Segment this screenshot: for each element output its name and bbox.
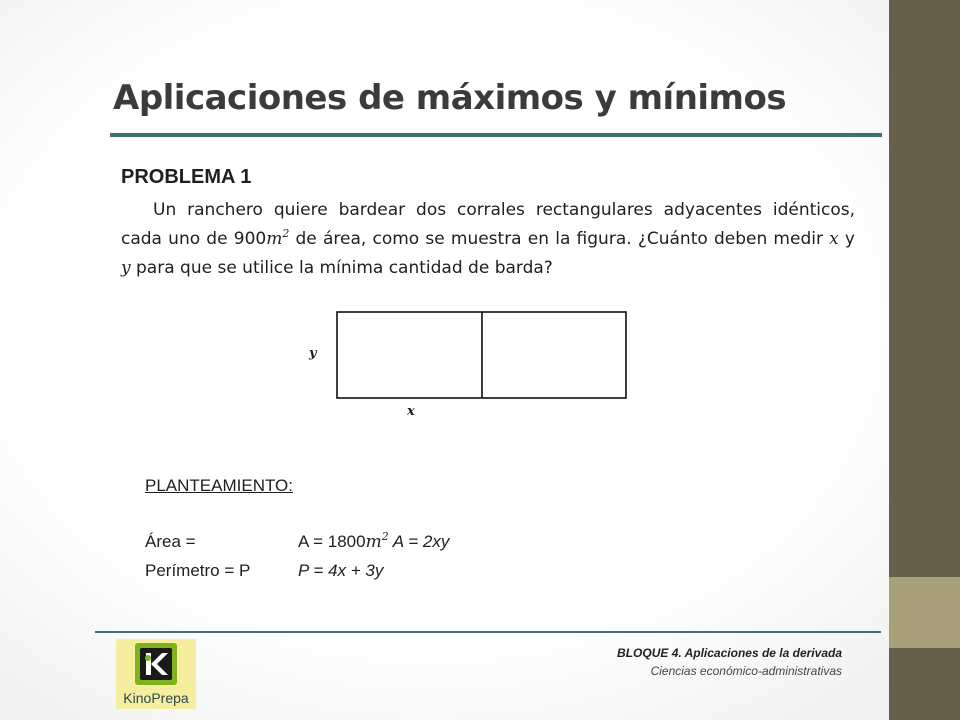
problem-text-part2: de área, como se muestra en la figura. ¿Cuánto deben medir: [289, 229, 830, 249]
slide-title: Aplicaciones de máximos y mínimos: [113, 78, 787, 118]
problem-heading: PROBLEMA 1: [121, 166, 252, 188]
unit-m: m: [266, 229, 283, 249]
sidebar-bottom-band: [889, 648, 960, 720]
figure-label-x: x: [407, 404, 415, 419]
figure-label-y: y: [309, 346, 317, 361]
perimeter-row: [145, 561, 383, 581]
sidebar-middle-band: [889, 577, 960, 648]
corrals-figure: [300, 305, 630, 405]
problem-text-part3: para que se utilice la mínima cantidad de barda?: [130, 258, 553, 278]
planteamiento-heading: PLANTEAMIENTO:: [145, 476, 293, 495]
area-exponent: 2: [381, 530, 389, 543]
perimeter-equation: P = 4x + 3y: [298, 561, 384, 580]
footer-course-block: BLOQUE 4. Aplicaciones de la derivada: [617, 646, 842, 660]
area-row: [145, 532, 449, 552]
variable-x: x: [829, 229, 839, 249]
area-label: Área =: [145, 532, 196, 551]
problem-text-part1: Un ranchero quiere bardear dos corrales rectangulares adyacentes idénticos, cada uno de 900: [121, 200, 855, 249]
area-value: A = 1800: [298, 532, 366, 551]
unit-exponent: 2: [282, 227, 290, 240]
sidebar-top-band: [889, 0, 960, 577]
area-unit: m: [365, 532, 382, 552]
problem-statement: [121, 196, 855, 283]
perimeter-label: Perímetro = P: [145, 561, 251, 580]
footer-course-subject: Ciencias económico-administrativas: [650, 664, 842, 678]
area-equation: A = 2xy: [388, 532, 450, 551]
title-underline: [110, 133, 882, 137]
problem-text-conj: y: [838, 229, 855, 249]
logo-wordmark: KinoPrepa: [123, 690, 189, 706]
kinoprepa-logo: [116, 639, 196, 709]
variable-y: y: [121, 258, 131, 278]
kinoprepa-logo-icon: [116, 639, 196, 691]
footer-divider: [95, 631, 881, 633]
